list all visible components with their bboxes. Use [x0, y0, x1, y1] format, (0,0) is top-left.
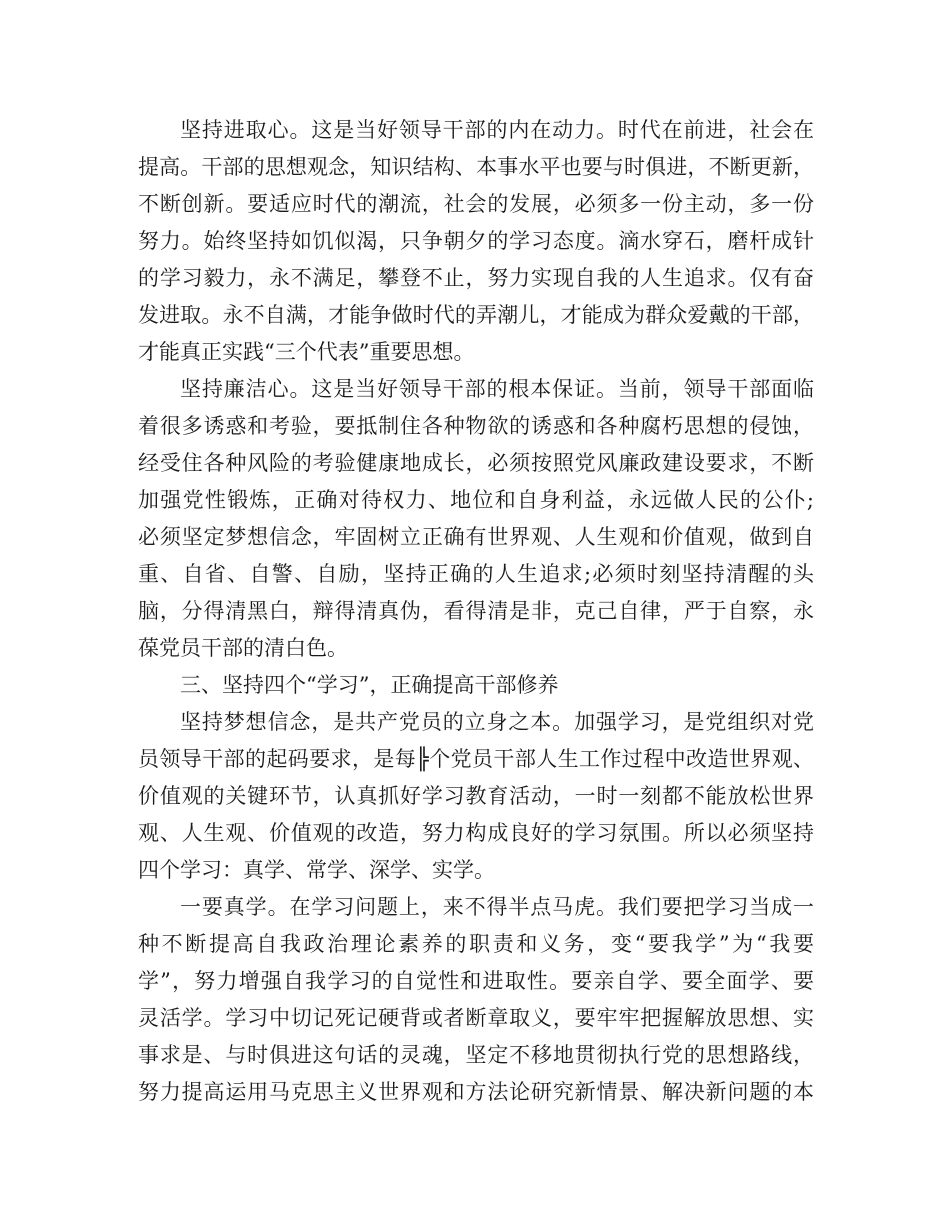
text-line: 必须坚定梦想信念，牢固树立正确有世界观、人生观和价值观，做到自 [138, 525, 814, 549]
text-line: 着很多诱惑和考验，要抵制住各种物欲的诱惑和各种腐朽思想的侵蚀， [138, 414, 814, 438]
text-line: 观、人生观、价值观的改造，努力构成良好的学习氛围。所以必须坚持 [138, 821, 814, 845]
text-line: 脑，分得清黑白，辩得清真伪，看得清是非，克己自律，严于自察，永 [138, 599, 814, 623]
text-line: 经受住各种风险的考验健康地成长，必须按照党风廉政建设要求，不断 [138, 451, 814, 475]
text-line: 提高。干部的思想观念，知识结构、本事水平也要与时俱进，不断更新， [138, 155, 814, 179]
text-line: 的学习毅力，永不满足，攀登不止，努力实现自我的人生追求。仅有奋 [138, 266, 814, 290]
text-line: 发进取。永不自满，才能争做时代的弄潮儿，才能成为群众爱戴的干部， [138, 303, 814, 327]
text-line: 三、坚持四个“学习”，正确提高干部修养 [180, 673, 559, 697]
text-line: 努力提高运用马克思主义世界观和方法论研究新情景、解决新问题的本 [138, 1080, 814, 1104]
text-line: 葆党员干部的清白色。 [138, 636, 348, 660]
text-line: 事求是、与时俱进这句话的灵魂，坚定不移地贯彻执行党的思想路线， [138, 1043, 814, 1067]
text-line: 重、自省、自警、自励，坚持正确的人生追求;必须时刻坚持清醒的头 [138, 562, 814, 586]
text-line: 坚持进取心。这是当好领导干部的内在动力。时代在前进，社会在 [180, 118, 814, 142]
text-line: 学”，努力增强自我学习的自觉性和进取性。要亲自学、要全面学、要 [138, 969, 814, 993]
text-line: 员领导干部的起码要求，是每╠个党员干部人生工作过程中改造世界观、 [138, 747, 814, 771]
text-line: 才能真正实践“三个代表”重要思想。 [138, 340, 475, 364]
text-line: 灵活学。学习中切记死记硬背或者断章取义，要牢牢把握解放思想、实 [138, 1006, 814, 1030]
text-line: 一要真学。在学习问题上，来不得半点马虎。我们要把学习当成一 [180, 895, 814, 919]
text-line: 种不断提高自我政治理论素养的职责和义务，变“要我学”为“我要 [138, 932, 814, 956]
text-line: 努力。始终坚持如饥似渴，只争朝夕的学习态度。滴水穿石，磨杆成针 [138, 229, 814, 253]
text-line: 价值观的关键环节，认真抓好学习教育活动，一时一刻都不能放松世界 [138, 784, 814, 808]
document-body [138, 112, 814, 1111]
text-line: 四个学习：真学、常学、深学、实学。 [138, 858, 495, 882]
text-line: 坚持廉洁心。这是当好领导干部的根本保证。当前，领导干部面临 [180, 377, 814, 401]
text-line: 坚持梦想信念，是共产党员的立身之本。加强学习，是党组织对党 [180, 710, 814, 734]
text-line: 不断创新。要适应时代的潮流，社会的发展，必须多一份主动，多一份 [138, 192, 814, 216]
text-line: 加强党性锻炼，正确对待权力、地位和自身利益，永远做人民的公仆; [138, 488, 814, 512]
